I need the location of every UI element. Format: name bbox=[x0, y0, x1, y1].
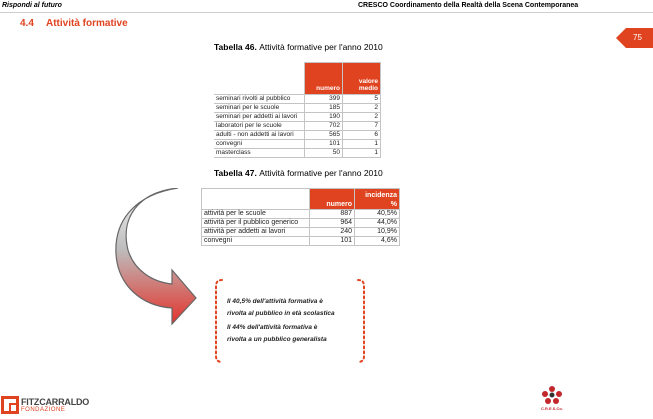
curved-arrow-icon bbox=[110, 188, 200, 333]
table46-row-valore: 7 bbox=[343, 122, 381, 131]
section-title: Attività formative bbox=[46, 18, 128, 29]
table46-row-numero: 190 bbox=[305, 113, 343, 122]
table47-row-label: convegni bbox=[202, 237, 310, 246]
callout-line: Il 40,5% dell'attività formativa è bbox=[227, 298, 323, 305]
table46-row-numero: 50 bbox=[305, 149, 343, 158]
table46-row-valore: 5 bbox=[343, 95, 381, 104]
table46-row-label: masterclass bbox=[214, 149, 305, 158]
section-number: 4.4 bbox=[20, 18, 34, 29]
callout-line: rivolta al pubblico in età scolastica bbox=[227, 310, 335, 317]
table-row bbox=[202, 219, 400, 228]
header-right-title: CRESCO Coordinamento della Realtà della Scena Contemporanea bbox=[358, 2, 579, 9]
table47-row-incidenza: 10,9% bbox=[355, 228, 400, 237]
table46-row-label: seminari per le scuole bbox=[214, 104, 305, 113]
table46-title bbox=[214, 42, 383, 52]
table47-header-blank bbox=[202, 189, 310, 210]
table-row bbox=[214, 140, 381, 149]
table46 bbox=[214, 62, 381, 158]
table47-header-row bbox=[202, 189, 400, 210]
table46-title-rest: Attività formative per l'anno 2010 bbox=[259, 42, 383, 52]
table-row bbox=[214, 122, 381, 131]
table47-row-numero: 964 bbox=[310, 219, 355, 228]
table46-header-blank bbox=[214, 63, 305, 95]
table-row bbox=[214, 131, 381, 140]
table-row bbox=[214, 113, 381, 122]
table46-col-numero: numero bbox=[305, 63, 343, 95]
callout-box bbox=[212, 278, 368, 364]
table47-row-incidenza: 40,5% bbox=[355, 210, 400, 219]
table46-row-numero: 565 bbox=[305, 131, 343, 140]
callout-line: rivolta a un pubblico generalista bbox=[227, 336, 327, 343]
table46-header-row bbox=[214, 63, 381, 95]
table46-row-valore: 2 bbox=[343, 104, 381, 113]
table46-row-label: laboratori per le scuole bbox=[214, 122, 305, 131]
header-left-title: Rispondi al futuro bbox=[2, 2, 62, 9]
table46-row-numero: 185 bbox=[305, 104, 343, 113]
table-row bbox=[214, 104, 381, 113]
table46-row-label: seminari per addetti ai lavori bbox=[214, 113, 305, 122]
logo-sub: FONDAZIONE bbox=[21, 407, 66, 413]
table47-row-label: attività per addetti ai lavori bbox=[202, 228, 310, 237]
table46-row-numero: 101 bbox=[305, 140, 343, 149]
table47-row-numero: 240 bbox=[310, 228, 355, 237]
table46-row-valore: 1 bbox=[343, 149, 381, 158]
table46-row-numero: 399 bbox=[305, 95, 343, 104]
table-row bbox=[202, 210, 400, 219]
table47-title bbox=[214, 168, 383, 178]
table-row bbox=[202, 237, 400, 246]
table46-row-label: adulti - non addetti ai lavori bbox=[214, 131, 305, 140]
table47-row-incidenza: 44,0% bbox=[355, 219, 400, 228]
table46-row-label: seminari rivolti al pubblico bbox=[214, 95, 305, 104]
table47-row-numero: 887 bbox=[310, 210, 355, 219]
table47-row-label: attività per il pubblico generico bbox=[202, 219, 310, 228]
table-row bbox=[214, 149, 381, 158]
table46-title-prefix: Tabella 46. bbox=[214, 42, 257, 52]
table46-row-valore: 2 bbox=[343, 113, 381, 122]
table47-col-incidenza: incidenza % bbox=[355, 189, 400, 210]
table47 bbox=[201, 188, 400, 246]
page-number: 75 bbox=[633, 33, 642, 42]
table46-row-label: convegni bbox=[214, 140, 305, 149]
table47-row-label: attività per le scuole bbox=[202, 210, 310, 219]
callout-bracket-icon bbox=[212, 278, 368, 364]
table46-col-valore: valore medio bbox=[343, 63, 381, 95]
table47-col-numero: numero bbox=[310, 189, 355, 210]
header-divider bbox=[0, 12, 653, 13]
table46-row-valore: 1 bbox=[343, 140, 381, 149]
logo-name: FITZCARRALDO bbox=[21, 397, 90, 407]
callout-line: Il 44% dell'attività formativa è bbox=[227, 324, 318, 331]
table-row bbox=[202, 228, 400, 237]
table-row bbox=[214, 95, 381, 104]
table46-row-numero: 702 bbox=[305, 122, 343, 131]
table47-row-numero: 101 bbox=[310, 237, 355, 246]
page-number-badge bbox=[616, 28, 653, 48]
table46-row-valore: 6 bbox=[343, 131, 381, 140]
table47-title-rest: Attività formative per l'anno 2010 bbox=[259, 168, 383, 178]
table47-title-prefix: Tabella 47. bbox=[214, 168, 257, 178]
table47-row-incidenza: 4,6% bbox=[355, 237, 400, 246]
cresco-label: C.R.E.S.Co. bbox=[540, 406, 563, 411]
